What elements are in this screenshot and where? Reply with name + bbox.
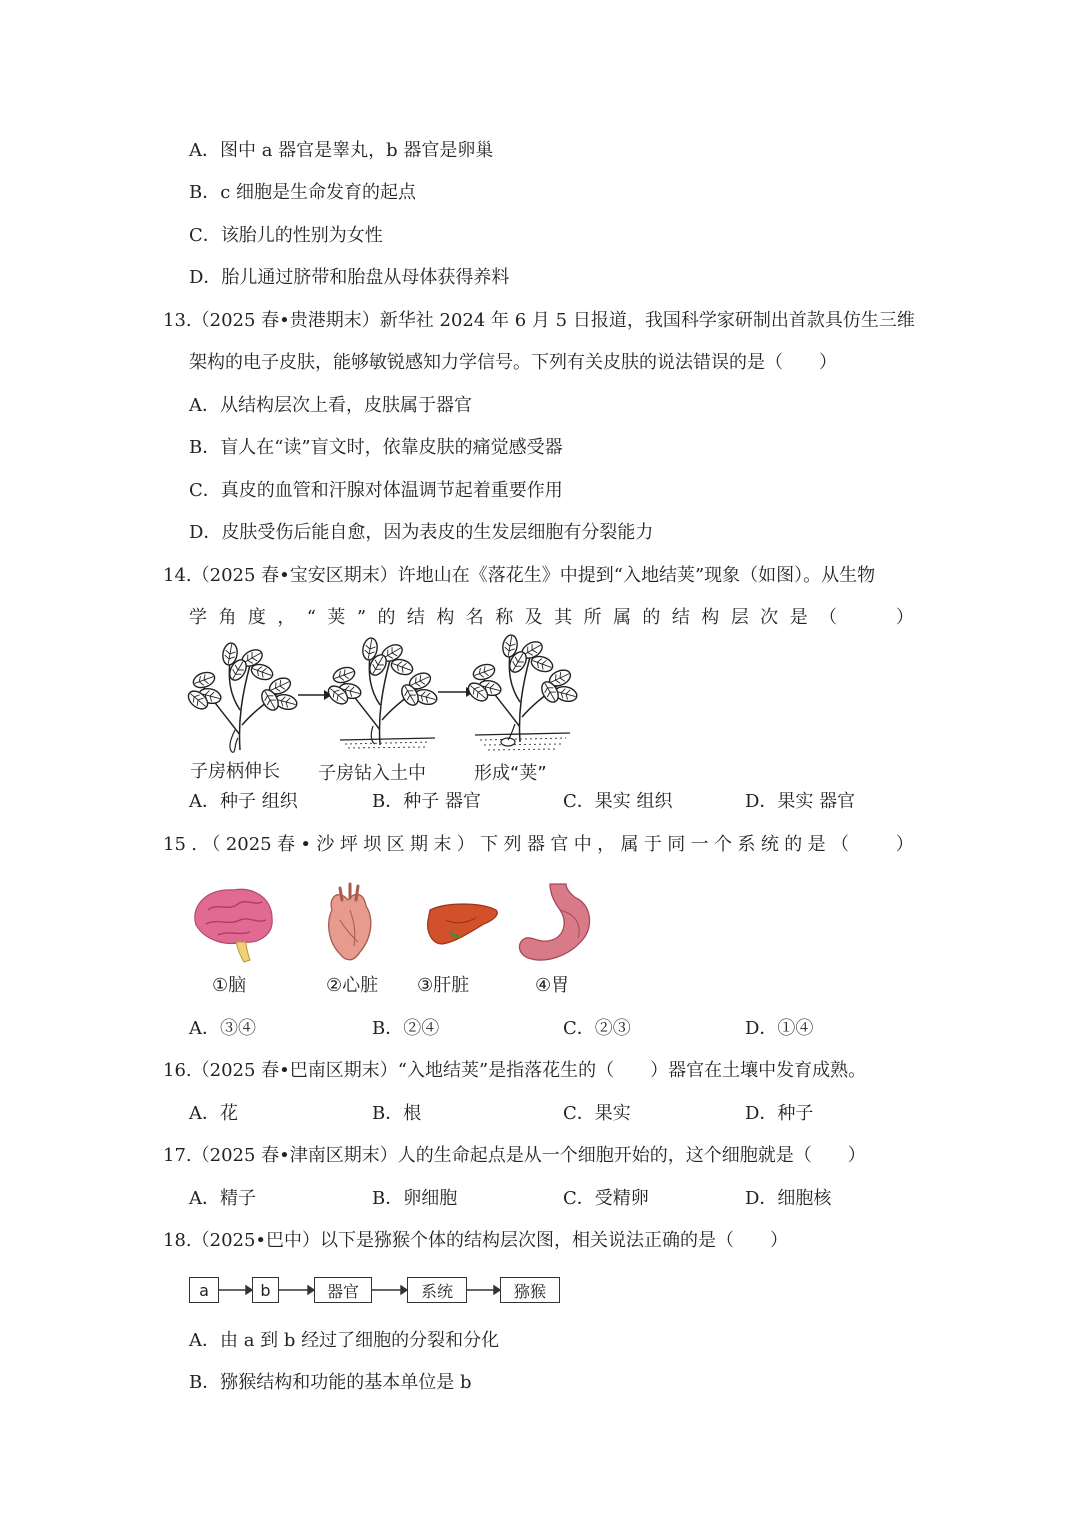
flow-box-b: b	[252, 1277, 279, 1303]
q13-option-b: B．盲人在“读”盲文时，依靠皮肤的痛觉感受器	[189, 437, 563, 458]
q14-option-a: A．种子 组织	[189, 791, 298, 812]
q15-option-c: C．②③	[563, 1018, 631, 1039]
q15-option-d: D．①④	[745, 1018, 814, 1039]
flow-box-macaque: 猕猴	[500, 1277, 560, 1303]
q12-option-b: B．c 细胞是生命发育的起点	[189, 182, 417, 203]
q13-option-a: A．从结构层次上看，皮肤属于器官	[189, 395, 472, 416]
q16-stem: 16.（2025 春•巴南区期末）“入地结荚”是指落花生的（ ）器官在土壤中发育成熟。	[163, 1060, 867, 1081]
q13-option-d: D．皮肤受伤后能自愈，因为表皮的生发层细胞有分裂能力	[189, 522, 654, 543]
q18-stem: 18.（2025•巴中）以下是猕猴个体的结构层次图，相关说法正确的是（ ）	[163, 1230, 789, 1251]
organ-label-brain: ①脑	[212, 975, 247, 996]
organ-label-stomach: ④胃	[535, 975, 570, 996]
q17-stem: 17.（2025 春•津南区期末）人的生命起点是从一个细胞开始的，这个细胞就是（ ）	[163, 1145, 866, 1166]
q14-option-c: C．果实 组织	[563, 791, 673, 812]
caption-pod-forms: 形成“荚”	[474, 763, 547, 784]
q14-option-b: B．种子 器官	[372, 791, 481, 812]
organ-label-liver: ③肝脏	[417, 975, 470, 996]
flow-box-system: 系统	[407, 1277, 467, 1303]
q16-option-c: C．果实	[563, 1103, 631, 1124]
q14-stem-line2: 学 角 度 ， “ 荚 ” 的 结 构 名 称 及 其 所 属 的 结 构 层 次 是 （ ）	[189, 607, 914, 628]
q13-stem-line1: 13.（2025 春•贵港期末）新华社 2024 年 6 月 5 日报道，我国科学家研制出首款具仿生三维	[163, 310, 915, 331]
caption-ovary-stalk-elongates: 子房柄伸长	[190, 761, 280, 782]
q15-stem: 15 . （ 2025 春 • 沙 坪 坝 区 期 末 ） 下 列 器 官 中 ， 属 于 同 一 个 系 统 的 是 （ ）	[163, 834, 914, 855]
q17-option-b: B．卵细胞	[372, 1188, 458, 1209]
q13-stem-line2: 架构的电子皮肤，能够敏锐感知力学信号。下列有关皮肤的说法错误的是（ ）	[189, 352, 837, 373]
q13-option-c: C．真皮的血管和汗腺对体温调节起着重要作用	[189, 480, 563, 501]
q17-option-a: A．精子	[189, 1188, 256, 1209]
q14-stem-line1: 14.（2025 春•宝安区期末）许地山在《落花生》中提到“入地结荚”现象（如图）。从生物	[163, 565, 876, 586]
q16-option-b: B．根	[372, 1103, 422, 1124]
q12-option-a: A．图中 a 器官是睾丸，b 器官是卵巢	[189, 140, 494, 161]
q15-option-b: B．②④	[372, 1018, 440, 1039]
q12-option-d: D．胎儿通过脐带和胎盘从母体获得养料	[189, 267, 510, 288]
q18-option-a: A．由 a 到 b 经过了细胞的分裂和分化	[189, 1330, 500, 1351]
q12-option-c: C．该胎儿的性别为女性	[189, 225, 383, 246]
q17-option-c: C．受精卵	[563, 1188, 649, 1209]
q16-option-a: A．花	[189, 1103, 238, 1124]
flow-box-organ: 器官	[314, 1277, 372, 1303]
organ-label-heart: ②心脏	[326, 975, 379, 996]
caption-ovary-enters-soil: 子房钻入土中	[318, 763, 426, 784]
q15-option-a: A．③④	[189, 1018, 256, 1039]
q18-option-b: B．猕猴结构和功能的基本单位是 b	[189, 1372, 472, 1393]
q17-option-d: D．细胞核	[745, 1188, 832, 1209]
q14-option-d: D．果实 器官	[745, 791, 856, 812]
flow-box-a: a	[189, 1277, 219, 1303]
q16-option-d: D．种子	[745, 1103, 814, 1124]
